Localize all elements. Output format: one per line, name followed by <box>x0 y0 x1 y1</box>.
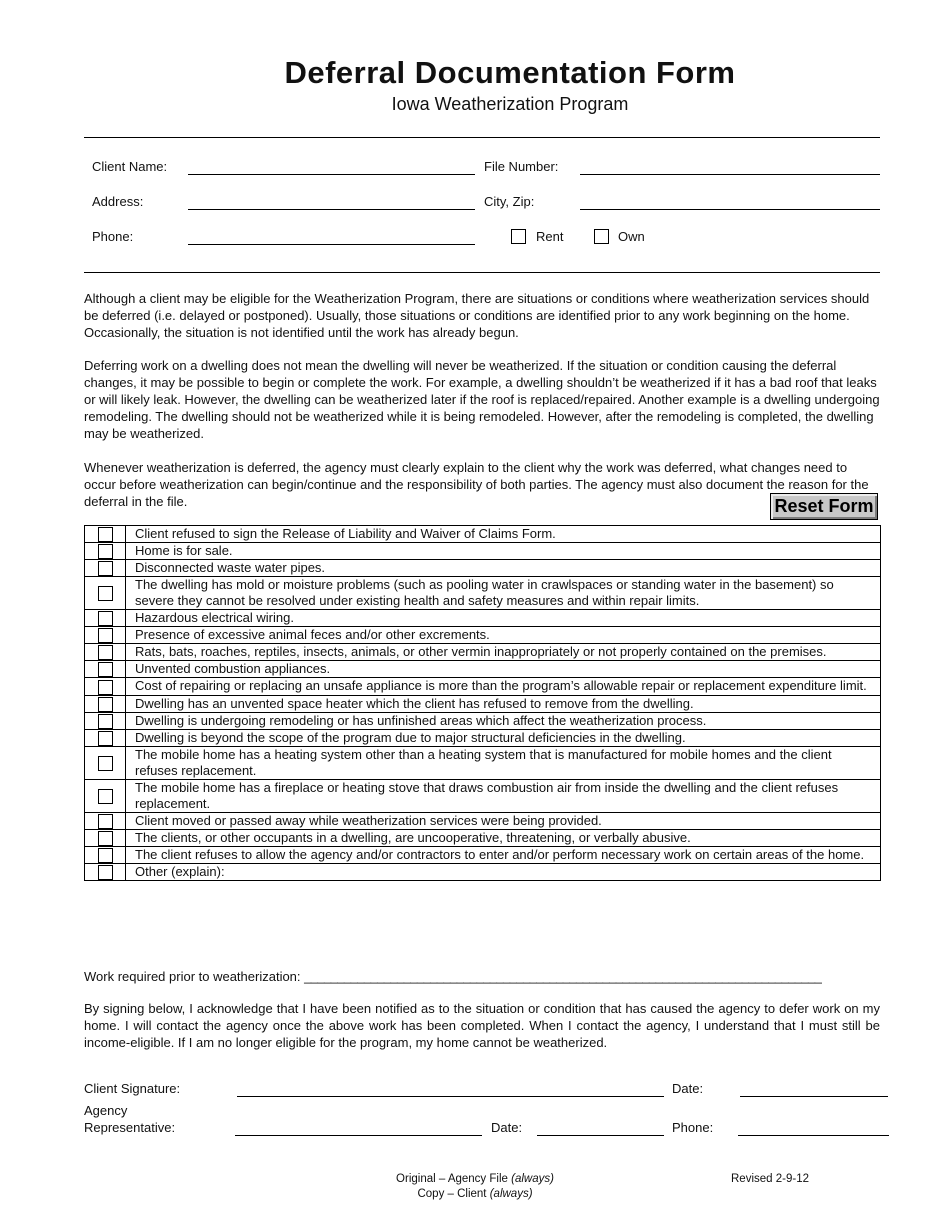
footer-copy-note: (always) <box>489 1188 533 1200</box>
checklist-checkbox-cell <box>85 812 126 829</box>
checklist-item-text: The mobile home has a fireplace or heating stove that draws combustion air from inside the dwelling and the client refuses replacement. <box>126 779 881 812</box>
checklist-checkbox[interactable] <box>98 865 113 880</box>
own-checkbox[interactable] <box>594 229 609 244</box>
agency-representative-field[interactable] <box>235 1135 482 1136</box>
client-signature-label: Client Signature: <box>84 1081 181 1096</box>
page-subtitle: Iowa Weatherization Program <box>391 94 629 114</box>
work-required-line <box>84 969 821 984</box>
client-name-field[interactable] <box>188 174 475 175</box>
checklist-item-text: The client refuses to allow the agency and/or contractors to enter and/or perform necessary work on certain areas of the home. <box>126 846 881 863</box>
work-required-label: Work required prior to weatherization: <box>84 969 301 984</box>
agency-phone-field[interactable] <box>738 1135 889 1136</box>
checklist-row <box>85 627 881 644</box>
checklist-item-text: The dwelling has mold or moisture problems (such as pooling water in crawlspaces or standing water in the basement) so severe they cannot be resolved under existing health and safety measures and within repair limits. <box>126 577 881 610</box>
checklist-row <box>85 863 881 880</box>
checklist-item-text: Client refused to sign the Release of Liability and Waiver of Claims Form. <box>126 526 881 543</box>
checklist-item-text: Home is for sale. <box>126 543 881 560</box>
address-field[interactable] <box>188 209 475 210</box>
checklist-row <box>85 543 881 560</box>
checklist-row <box>85 829 881 846</box>
file-number-field[interactable] <box>580 174 880 175</box>
agency-date-field[interactable] <box>537 1135 664 1136</box>
checklist-checkbox-cell <box>85 610 126 627</box>
checklist-item-text: Dwelling is beyond the scope of the program due to major structural deficiencies in the dwelling. <box>126 729 881 746</box>
checklist-checkbox-cell <box>85 846 126 863</box>
checklist-row <box>85 644 881 661</box>
checklist-checkbox[interactable] <box>98 756 113 771</box>
checklist-checkbox[interactable] <box>98 628 113 643</box>
checklist-checkbox-cell <box>85 560 126 577</box>
top-divider <box>84 137 880 138</box>
checklist-checkbox[interactable] <box>98 680 113 695</box>
footer-revised: Revised 2-9-12 <box>731 1173 809 1185</box>
checklist-checkbox[interactable] <box>98 848 113 863</box>
address-label: Address: <box>92 194 144 209</box>
checklist-item-text: Client moved or passed away while weatherization services were being provided. <box>126 812 881 829</box>
checklist-checkbox[interactable] <box>98 714 113 729</box>
footer-copy-text: Copy – Client <box>417 1188 487 1200</box>
client-signature-field[interactable] <box>237 1096 664 1097</box>
checklist-checkbox-cell <box>85 863 126 880</box>
checklist-checkbox-cell <box>85 779 126 812</box>
checklist-item-text: Rats, bats, roaches, reptiles, insects, animals, or other vermin inappropriately or not properly contained on the premises. <box>126 644 881 661</box>
checklist-checkbox-cell <box>85 678 126 695</box>
checklist-row <box>85 526 881 543</box>
checklist-item-text: The clients, or other occupants in a dwelling, are uncooperative, threatening, or verbally abusive. <box>126 829 881 846</box>
checklist-item-text: Dwelling has an unvented space heater which the client has refused to remove from the dwelling. <box>126 695 881 712</box>
checklist-row <box>85 678 881 695</box>
phone-label: Phone: <box>92 229 134 244</box>
checklist-item-text: Presence of excessive animal feces and/or other excrements. <box>126 627 881 644</box>
checklist-checkbox-cell <box>85 695 126 712</box>
checklist-checkbox-cell <box>85 627 126 644</box>
checklist-row <box>85 661 881 678</box>
agency-date-label: Date: <box>491 1120 523 1135</box>
agency-label: Agency <box>84 1103 128 1118</box>
checklist-checkbox-cell <box>85 729 126 746</box>
representative-label: Representative: <box>84 1120 176 1135</box>
checklist-checkbox-cell <box>85 829 126 846</box>
deferral-reasons-table <box>84 525 881 881</box>
checklist-row <box>85 746 881 779</box>
deferral-paragraph: Deferring work on a dwelling does not mean the dwelling will never be weatherized. If the situation or condition causing the deferral changes, it may be possible to begin or complete the work. For example, a dwelling shouldn’t be weatherized if it has a bad roof that leaks or will likely leak. However, the dwelling can be weatherized later if the roof is replaced/repaired. Another example is a dwelling undergoing remodeling. The dwelling should not be weatherized while it is being remodeled. However, after the remodeling is completed, the dwelling may be weatherized. <box>84 358 880 441</box>
client-date-field[interactable] <box>740 1096 888 1097</box>
footer-original-note: (always) <box>511 1173 554 1185</box>
checklist-checkbox-cell <box>85 644 126 661</box>
checklist-checkbox-cell <box>85 661 126 678</box>
agency-phone-label: Phone: <box>672 1120 714 1135</box>
intro-paragraph: Although a client may be eligible for the Weatherization Program, there are situations or conditions where weatherization services should be deferred (i.e. delayed or postponed). Usually, those situations or conditions are identified prior to any work beginning on the home. Occasionally, the situation is not identified until the work has already begun. <box>84 291 870 340</box>
checklist-row <box>85 560 881 577</box>
checklist-checkbox[interactable] <box>98 831 113 846</box>
rent-label: Rent <box>536 229 564 244</box>
checklist-row <box>85 712 881 729</box>
checklist-checkbox[interactable] <box>98 586 113 601</box>
checklist-checkbox[interactable] <box>98 662 113 677</box>
client-date-label: Date: <box>672 1081 704 1096</box>
checklist-checkbox-cell <box>85 543 126 560</box>
checklist-row <box>85 577 881 610</box>
client-name-label: Client Name: <box>92 159 168 174</box>
checklist-row <box>85 729 881 746</box>
checklist-checkbox-cell <box>85 577 126 610</box>
page-title: Deferral Documentation Form <box>284 55 736 90</box>
checklist-item-text: The mobile home has a heating system other than a heating system that is manufactured for mobile homes and the client refuses replacement. <box>126 746 881 779</box>
checklist-item-text: Disconnected waste water pipes. <box>126 560 881 577</box>
city-zip-label: City, Zip: <box>484 194 535 209</box>
reset-form-button[interactable]: Reset Form <box>770 493 878 520</box>
file-number-label: File Number: <box>484 159 559 174</box>
checklist-checkbox-cell <box>85 712 126 729</box>
work-required-field[interactable]: ______________________________________________________________________________ <box>304 969 822 984</box>
checklist-item-text: Unvented combustion appliances. <box>126 661 881 678</box>
checklist-checkbox[interactable] <box>98 731 113 746</box>
footer-original <box>335 1173 615 1185</box>
checklist-item-text: Dwelling is undergoing remodeling or has unfinished areas which affect the weatherization process. <box>126 712 881 729</box>
own-label: Own <box>618 229 645 244</box>
footer-original-text: Original – Agency File <box>396 1173 508 1185</box>
city-zip-field[interactable] <box>580 209 880 210</box>
checklist-row <box>85 846 881 863</box>
checklist-checkbox[interactable] <box>98 561 113 576</box>
checklist-checkbox[interactable] <box>98 789 113 804</box>
checklist-item-text: Cost of repairing or replacing an unsafe appliance is more than the program’s allowable repair or replacement expenditure limit. <box>126 678 881 695</box>
footer-copy <box>335 1188 615 1200</box>
acknowledgement-paragraph: By signing below, I acknowledge that I have been notified as to the situation or condition that has caused the agency to defer work on my home. I will contact the agency once the above work has been completed. When I contact the agency, I understand that I must still be income-eligible. If I am no longer eligible for the program, my home cannot be weatherized. <box>84 1001 880 1050</box>
rent-checkbox[interactable] <box>511 229 526 244</box>
agency-paragraph: Whenever weatherization is deferred, the agency must clearly explain to the client why the work was deferred, what changes need to occur before weatherization can begin/continue and the responsibility of both parties. The agency must also document the reason for the deferral in the file. <box>84 460 869 509</box>
checklist-checkbox[interactable] <box>98 645 113 660</box>
checklist-checkbox[interactable] <box>98 611 113 626</box>
checklist-checkbox[interactable] <box>98 544 113 559</box>
checklist-checkbox[interactable] <box>98 814 113 829</box>
checklist-item-text: Hazardous electrical wiring. <box>126 610 881 627</box>
checklist-checkbox-cell <box>85 526 126 543</box>
checklist-row <box>85 610 881 627</box>
phone-field[interactable] <box>188 244 475 245</box>
checklist-checkbox[interactable] <box>98 697 113 712</box>
checklist-row <box>85 779 881 812</box>
checklist-checkbox[interactable] <box>98 527 113 542</box>
checklist-row <box>85 812 881 829</box>
info-divider <box>84 272 880 273</box>
checklist-item-text: Other (explain): <box>126 863 881 880</box>
checklist-checkbox-cell <box>85 746 126 779</box>
checklist-row <box>85 695 881 712</box>
